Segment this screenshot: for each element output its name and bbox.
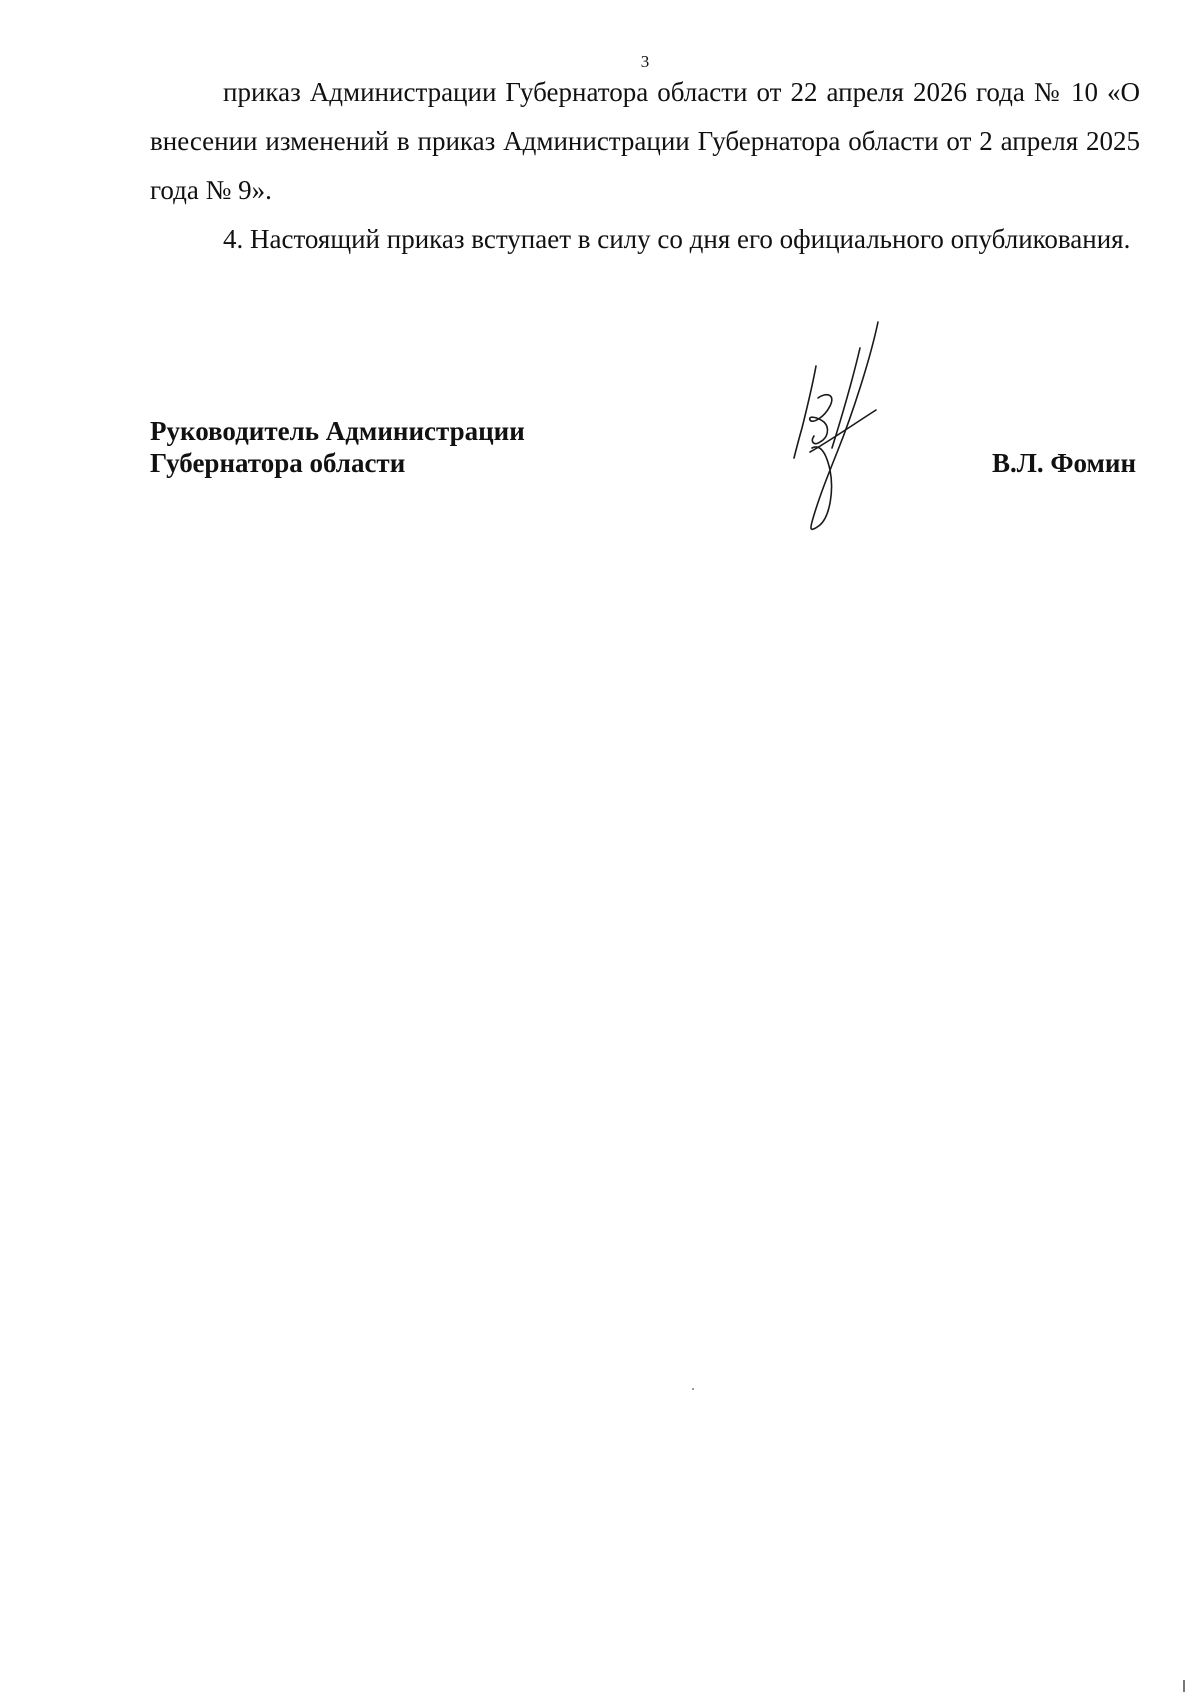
handwritten-signature (790, 320, 900, 535)
scan-edge-mark (1183, 1680, 1185, 1692)
signature-block (150, 415, 1140, 478)
signer-position (150, 415, 525, 479)
signer-position-line-1: Руководитель Администрации (150, 416, 525, 446)
signer-position-line-2: Губернатора области (150, 448, 406, 478)
document-body (150, 68, 1140, 264)
page-number: 3 (640, 52, 650, 71)
scan-speck (692, 1388, 694, 1390)
paragraph-order-reference: приказ Администрации Губернатора области от 22 апреля 2026 года № 10 «О внесении изменений в приказ Администрации Губернатора области от 2 апреля 2025 года № 9». (150, 77, 1140, 205)
paragraph-effective-date: 4. Настоящий приказ вступает в силу со дня его официального опубликования. (223, 224, 1131, 254)
signer-name: В.Л. Фомин (991, 448, 1136, 478)
